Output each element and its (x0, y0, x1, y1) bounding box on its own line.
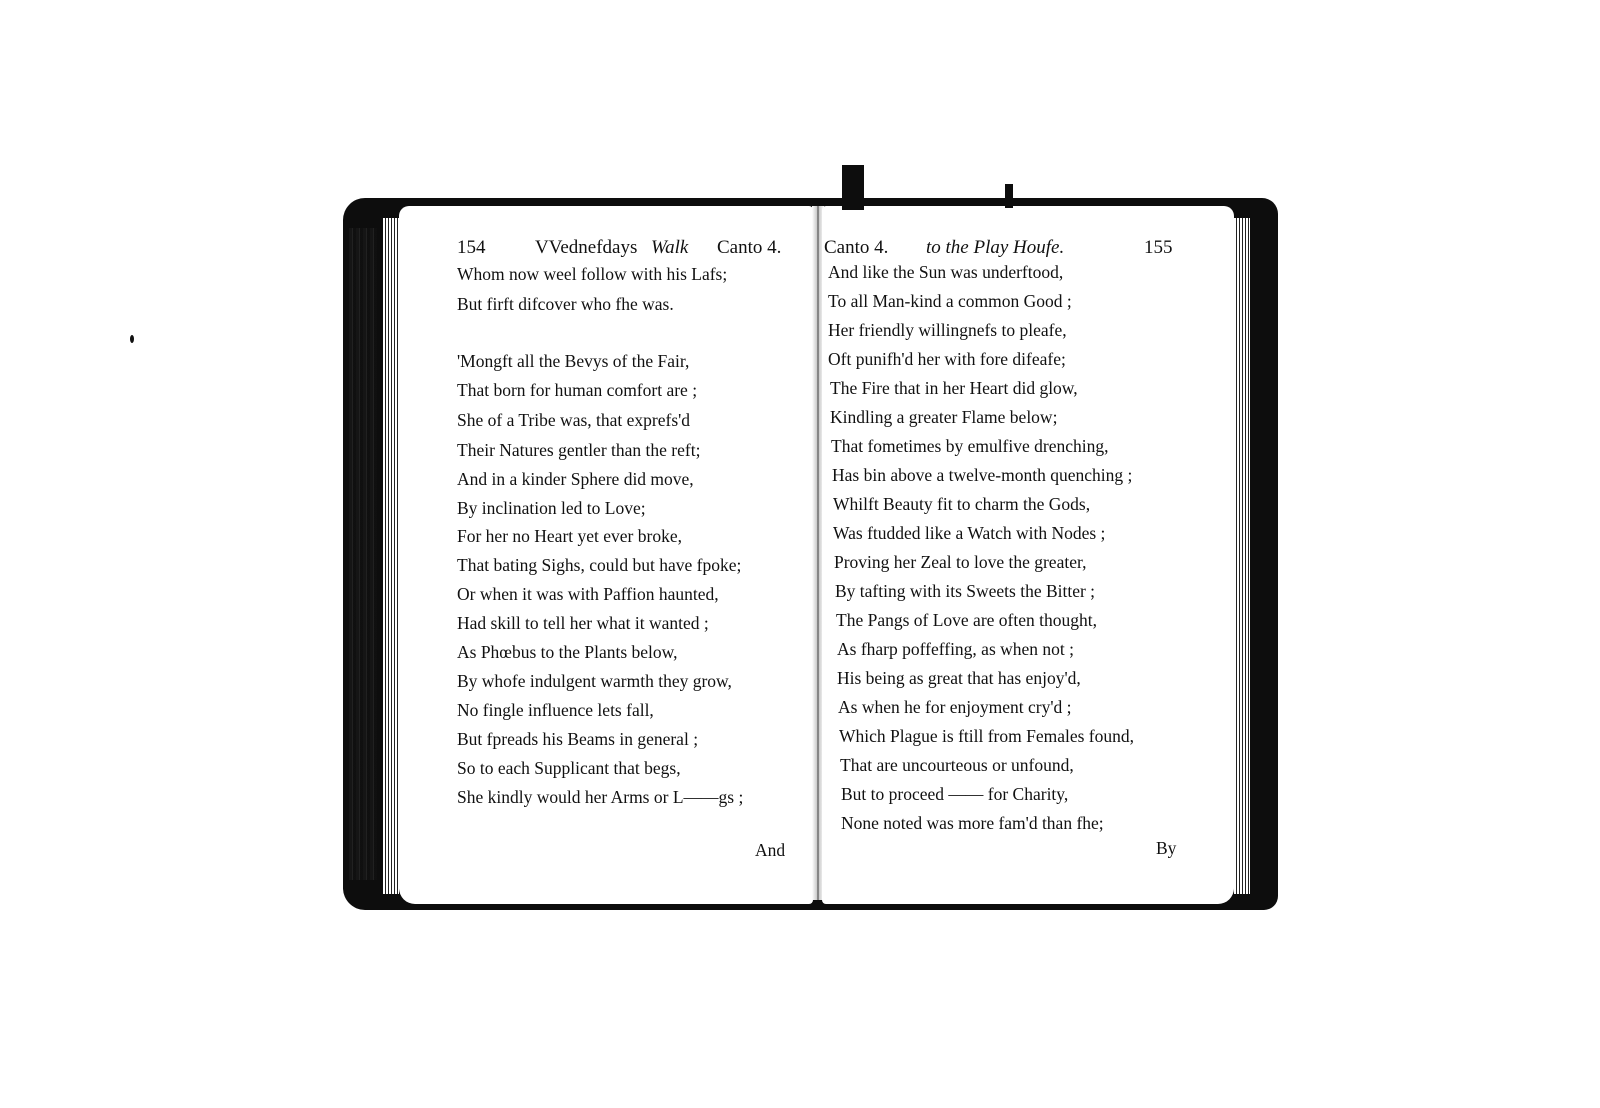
bookmark-ribbon-small (1005, 184, 1013, 208)
verse-line: She of a Tribe was, that exprefs'd (457, 410, 691, 430)
verse-line: No fingle influence lets fall, (457, 700, 654, 720)
verse-line: Kindling a greater Flame below; (830, 407, 1058, 427)
verse-line: Her friendly willingnefs to pleafe, (828, 320, 1067, 340)
verse-line: The Pangs of Love are often thought, (836, 610, 1097, 630)
left-catchword: And (755, 840, 786, 860)
left-page (399, 206, 813, 904)
verse-line: That fometimes by emulfive drenching, (831, 436, 1109, 456)
verse-line: Had skill to tell her what it wanted ; (457, 613, 709, 633)
right-catchword: By (1156, 838, 1177, 858)
verse-line: But firft difcover who fhe was. (457, 294, 674, 314)
scan-speck (130, 335, 134, 343)
left-page-number: 154 (457, 237, 486, 258)
bookmark-ribbon (842, 165, 864, 210)
left-canto: Canto 4. (717, 237, 782, 258)
verse-line: Has bin above a twelve-month quenching ; (832, 465, 1133, 485)
verse-line: By tafting with its Sweets the Bitter ; (835, 581, 1096, 601)
verse-line: That are uncourteous or unfound, (840, 755, 1074, 775)
verse-line: Oft punifh'd her with fore difeafe; (828, 349, 1066, 369)
verse-line: Or when it was with Paffion haunted, (457, 584, 719, 604)
verse-line: Their Natures gentler than the reft; (457, 440, 701, 460)
right-running-title-italic: to the Play Houfe. (926, 237, 1065, 258)
verse-line: None noted was more fam'd than fhe; (841, 813, 1104, 833)
right-canto: Canto 4. (824, 237, 889, 258)
verse-line: That born for human comfort are ; (457, 380, 698, 400)
verse-line: Proving her Zeal to love the greater, (834, 552, 1087, 572)
page-edges-left (383, 218, 399, 894)
left-running-title-italic: Walk (651, 237, 689, 258)
verse-line: And in a kinder Sphere did move, (457, 469, 694, 489)
left-running-title: VVednefdays (535, 237, 638, 258)
verse-line: And like the Sun was underftood, (828, 262, 1064, 282)
verse-line: That bating Sighs, could but have fpoke; (457, 555, 742, 575)
verse-line: By whofe indulgent warmth they grow, (457, 671, 732, 691)
verse-line: But to proceed —— for Charity, (841, 784, 1069, 804)
right-page-number: 155 (1144, 237, 1173, 258)
page-edges-right (1234, 218, 1250, 894)
verse-line: Whilft Beauty fit to charm the Gods, (833, 494, 1091, 514)
verse-line: His being as great that has enjoy'd, (837, 668, 1081, 688)
verse-line: She kindly would her Arms or L——gs ; (457, 787, 744, 807)
verse-line: Whom now weel follow with his Lafs; (457, 264, 728, 284)
verse-line: But fpreads his Beams in general ; (457, 729, 699, 749)
verse-line: Which Plague is ftill from Females found, (839, 726, 1135, 746)
verse-line: To all Man-kind a common Good ; (828, 291, 1072, 311)
open-book (343, 198, 1278, 910)
verse-line: By inclination led to Love; (457, 498, 646, 518)
verse-line: So to each Supplicant that begs, (457, 758, 681, 778)
book-spine-edge (349, 228, 377, 880)
verse-line: As when he for enjoyment cry'd ; (838, 697, 1072, 717)
verse-line: For her no Heart yet ever broke, (457, 526, 682, 546)
right-page (822, 206, 1234, 904)
verse-line: 'Mongft all the Bevys of the Fair, (457, 351, 690, 371)
verse-line: As Phœbus to the Plants below, (457, 642, 678, 662)
verse-line: The Fire that in her Heart did glow, (830, 378, 1078, 398)
verse-line: Was ftudded like a Watch with Nodes ; (833, 523, 1106, 543)
verse-line: As fharp poffeffing, as when not ; (837, 639, 1075, 659)
left-running-head (399, 237, 813, 267)
